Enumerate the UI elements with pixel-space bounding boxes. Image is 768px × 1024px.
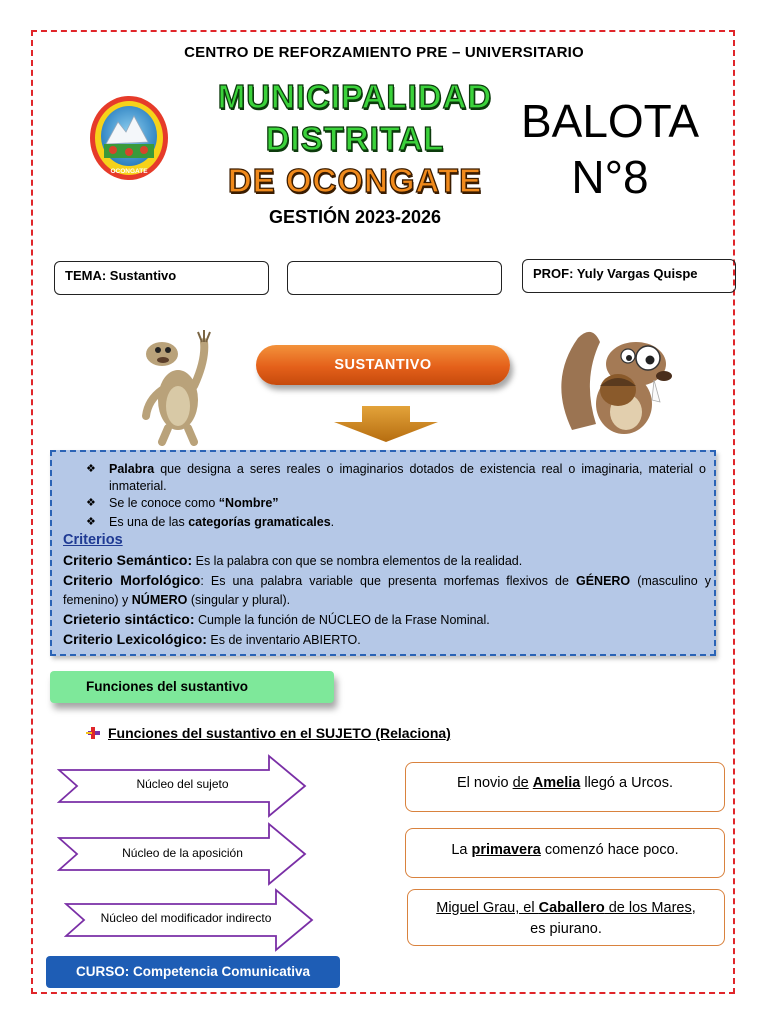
diamond-bullet-icon: ❖ <box>86 516 96 528</box>
criterio-lexicologico <box>63 630 711 650</box>
example-3-line-2: es piurano. <box>530 921 602 937</box>
balota-label: BALOTA <box>520 95 700 147</box>
criterio-sintactico <box>63 610 711 630</box>
example-box-2 <box>405 828 725 878</box>
squirrel-character-icon <box>552 320 684 444</box>
arrow-label-nucleo-modificador: Núcleo del modificador indirecto <box>100 911 272 925</box>
tema-box <box>54 261 269 295</box>
genero-term: GÉNERO <box>575 574 631 588</box>
bullet-2-bold: “Nombre” <box>218 496 279 510</box>
example-box-3 <box>407 889 725 946</box>
example-3-comma: , <box>691 900 696 916</box>
prof-label: PROF: Yuly Vargas Quispe <box>533 266 698 281</box>
municipality-line-3: DE OCONGATE <box>227 162 483 199</box>
criterio-morfologico-value-2: (masculino y femenino) y <box>63 574 711 607</box>
municipality-line-1: MUNICIPALIDAD <box>217 78 493 115</box>
example-1-text-a: El novio <box>456 775 513 791</box>
example-1-text-b: llegó a Urcos. <box>580 775 674 791</box>
example-1-underlined-de: de <box>512 775 529 791</box>
sloth-character-icon <box>132 320 222 446</box>
criterio-morfologico-value-1: : Es una palabra variable que presenta morfemas flexivos de <box>200 574 576 588</box>
down-arrow-icon <box>334 406 438 442</box>
flag-bullet-icon <box>86 726 102 740</box>
example-2-text-b: comenzó hace poco. <box>540 842 679 858</box>
municipality-line-2: DISTRITAL <box>265 120 445 157</box>
topic-title-pill: SUSTANTIVO <box>256 345 510 385</box>
prof-box <box>522 259 736 293</box>
diamond-bullet-icon: ❖ <box>86 497 96 509</box>
logo-seal-icon <box>88 94 170 182</box>
bullet-3-end: . <box>330 515 335 529</box>
bullet-1-bold: Palabra <box>109 462 155 476</box>
course-banner: CURSO: Competencia Comunicativa <box>46 956 340 988</box>
criterio-morfologico-value-3: (singular y plural). <box>187 593 291 607</box>
numero-term: NÚMERO <box>131 593 188 607</box>
functions-pill: Funciones del sustantivo <box>50 671 334 703</box>
institution-title: CENTRO DE REFORZAMIENTO PRE – UNIVERSITARIO <box>184 44 584 61</box>
diamond-bullet-icon: ❖ <box>86 463 96 475</box>
functions-subheading-text: Funciones del sustantivo en el SUJETO (Relaciona) <box>108 725 451 741</box>
bullet-1-text: que designa a seres reales o imaginarios dotados de existencia real o imaginaria, material o inmaterial. <box>109 462 706 493</box>
gestion-period: GESTIÓN 2023-2026 <box>268 207 442 227</box>
arrow-label-nucleo-sujeto: Núcleo del sujeto <box>136 777 229 791</box>
example-3-underlined-b: de los Mares <box>604 900 692 916</box>
criterio-semantico-value: Es la palabra con que se nombra elementos de la realidad. <box>192 554 523 568</box>
example-2-text-a: La <box>451 842 472 858</box>
example-box-1 <box>405 762 725 812</box>
bullet-3-text: Es una de las <box>109 515 189 529</box>
definition-bullet-3 <box>86 514 706 531</box>
logo-seal-label: OCONGATE <box>110 168 148 175</box>
criterios-heading: Criterios <box>63 532 123 548</box>
definition-bullet-1 <box>86 461 706 495</box>
example-2-underlined-primavera: primavera <box>471 842 541 858</box>
arrow-label-nucleo-aposicion: Núcleo de la aposición <box>122 846 243 860</box>
criterio-sintactico-value: Cumple la función de NÚCLEO de la Frase Nominal. <box>194 613 490 627</box>
criterio-lexicologico-value: Es de inventario ABIERTO. <box>206 633 361 647</box>
example-3-underlined-a: Miguel Grau, el <box>436 900 539 916</box>
tema-label: TEMA: Sustantivo <box>65 268 177 283</box>
bullet-2-text: Se le conoce como <box>109 496 219 510</box>
example-3-underlined-caballero: Caballero <box>538 900 605 916</box>
definition-box <box>50 450 716 656</box>
definition-bullet-2 <box>86 495 706 512</box>
criterio-semantico-key: Criterio Semántico: <box>63 552 193 568</box>
criterio-sintactico-key: Crieterio sintáctico: <box>63 611 195 627</box>
criterio-semantico <box>63 551 711 571</box>
balota-number: N°8 <box>571 151 649 203</box>
blank-box <box>287 261 502 295</box>
criterio-lexicologico-key: Criterio Lexicológico: <box>63 631 207 647</box>
bullet-3-bold: categorías gramaticales <box>188 515 331 529</box>
criterio-morfologico <box>63 571 711 610</box>
functions-subheading <box>86 725 451 741</box>
criterio-morfologico-key: Criterio Morfológico <box>63 572 201 588</box>
example-1-underlined-amelia: Amelia <box>532 775 581 791</box>
